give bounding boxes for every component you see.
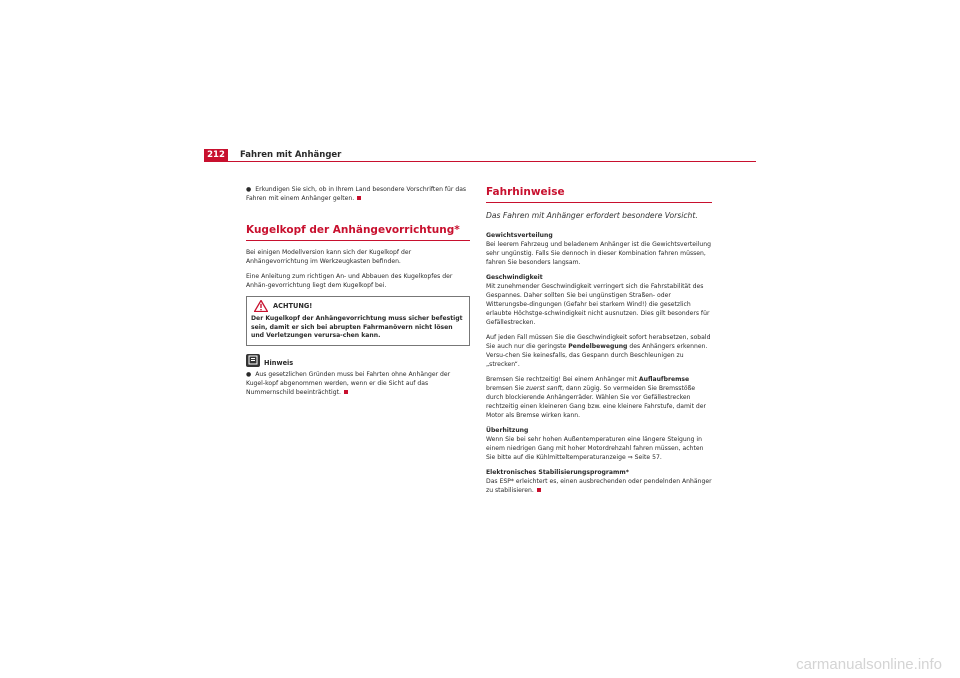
subheading-esp: Elektronisches Stabilisierungsprogramm* bbox=[486, 469, 629, 476]
text-run: Auf jeden Fall müssen Sie die Geschwindigkeit sofort herabsetzen, sobald Sie auch nur die geringste bbox=[486, 334, 711, 350]
paragraph bbox=[486, 477, 712, 495]
warning-header bbox=[251, 300, 465, 312]
right-column bbox=[486, 185, 712, 501]
end-mark-icon bbox=[357, 196, 361, 200]
italic-term: zuerst sanft bbox=[525, 385, 563, 392]
warning-text: Der Kugelkopf der Anhängevorrichtung muss sicher befestigt sein, damit er sich bei abrupten Fahrmanövern nicht lösen und Verletzungen verursa-chen kann. bbox=[251, 315, 463, 339]
note-icon bbox=[246, 354, 260, 367]
subheading-gewichtsverteilung: Gewichtsverteilung bbox=[486, 232, 553, 239]
text-run: Das ESP* erleichtert es, einen ausbrechenden oder pendelnden Anhänger zu stabilisieren. bbox=[486, 478, 712, 494]
section-title-kugelkopf: Kugelkopf der Anhängevorrichtung* bbox=[246, 224, 460, 236]
watermark: carmanualsonline.info bbox=[796, 656, 942, 673]
paragraph: Bei leerem Fahrzeug und beladenem Anhänger ist die Gewichtsverteilung sehr ungünstig. Falls Sie dennoch in dieser Kombination fahren müssen, fahren Sie besonders langsam. bbox=[486, 241, 711, 266]
note-bullet bbox=[246, 370, 470, 397]
section-title-fahrhinweise: Fahrhinweise bbox=[486, 186, 565, 198]
note-title: Hinweis bbox=[264, 358, 294, 367]
paragraph bbox=[486, 333, 712, 369]
bold-term: Pendelbewegung bbox=[568, 343, 628, 350]
intro-bullet-text: Erkundigen Sie sich, ob in Ihrem Land besondere Vorschriften für das Fahren mit einem Anhänger gelten. bbox=[246, 186, 467, 202]
warning-title: ACHTUNG! bbox=[273, 302, 313, 310]
subheading-geschwindigkeit: Geschwindigkeit bbox=[486, 274, 543, 281]
bold-term: Auflaufbremse bbox=[638, 376, 690, 383]
paragraph: Eine Anleitung zum richtigen An- und Abbauen des Kugelkopfes der Anhän-gevorrichtung liegt dem Kugelkopf bei. bbox=[246, 273, 453, 289]
paragraph: Bei einigen Modellversion kann sich der Kugelkopf der Anhängevorrichtung im Werkzeugkasten befinden. bbox=[246, 249, 412, 265]
bullet-icon: ● bbox=[246, 186, 252, 193]
header-rule bbox=[204, 161, 756, 162]
text-run: Bremsen Sie rechtzeitig! Bei einem Anhänger mit bbox=[486, 376, 637, 383]
text-run: des Anhängers erkennen. Versu-chen Sie keinesfalls, das Gespann durch Beschleunigen zu „strecken“. bbox=[486, 343, 708, 368]
paragraph: Mit zunehmender Geschwindigkeit verringert sich die Fahrstabilität des Gespannes. Daher sollten Sie bei ungünstigen Straßen- oder Witterungsbe-dingungen (Gefahr bei starkem Wind!) die gesetzlich erlaubte Höchstge-schwindigkeit nicht ausnutzen. Dies gilt besonders für Gefällestrecken. bbox=[486, 283, 710, 326]
warning-triangle-icon bbox=[254, 300, 268, 312]
page-number: 212 bbox=[204, 149, 228, 162]
end-mark-icon bbox=[537, 488, 541, 492]
running-title: Fahren mit Anhänger bbox=[240, 150, 342, 160]
paragraph: Wenn Sie bei sehr hohen Außentemperaturen eine längere Steigung in einem niedrigen Gang mit hoher Motordrehzahl fahren müssen, achten Sie bitte auf die Kühlmitteltemperaturanzeige ⇒ Seite 57. bbox=[486, 436, 704, 461]
paragraph bbox=[486, 375, 712, 420]
section-subtitle: Das Fahren mit Anhänger erfordert besondere Vorsicht. bbox=[486, 211, 698, 220]
bullet-icon: ● bbox=[246, 370, 252, 378]
end-mark-icon bbox=[344, 390, 348, 394]
note-header bbox=[246, 354, 470, 367]
left-column bbox=[246, 185, 470, 403]
section-rule bbox=[486, 202, 712, 203]
text-run: bremsen Sie bbox=[486, 385, 524, 392]
subheading-ueberhitzung: Überhitzung bbox=[486, 427, 529, 434]
warning-box bbox=[246, 296, 470, 346]
note-bullet-text: Aus gesetzlichen Gründen muss bei Fahrten ohne Anhänger der Kugel-kopf abgenommen werden, wenn er die Sicht auf das Nummernschild beeinträchtigt. bbox=[246, 370, 451, 396]
text-run: , dann zügig. So vermeiden Sie Bremsstöße durch blockierende Anhängerräder. Wählen Sie vor Gefällestrecken rechtzeitig einen kleineren Gang bzw. eine kleinere Fahrstufe, damit der Motor als Bremse wirken kann. bbox=[486, 385, 707, 419]
intro-bullet bbox=[246, 185, 470, 203]
section-rule bbox=[246, 240, 470, 241]
